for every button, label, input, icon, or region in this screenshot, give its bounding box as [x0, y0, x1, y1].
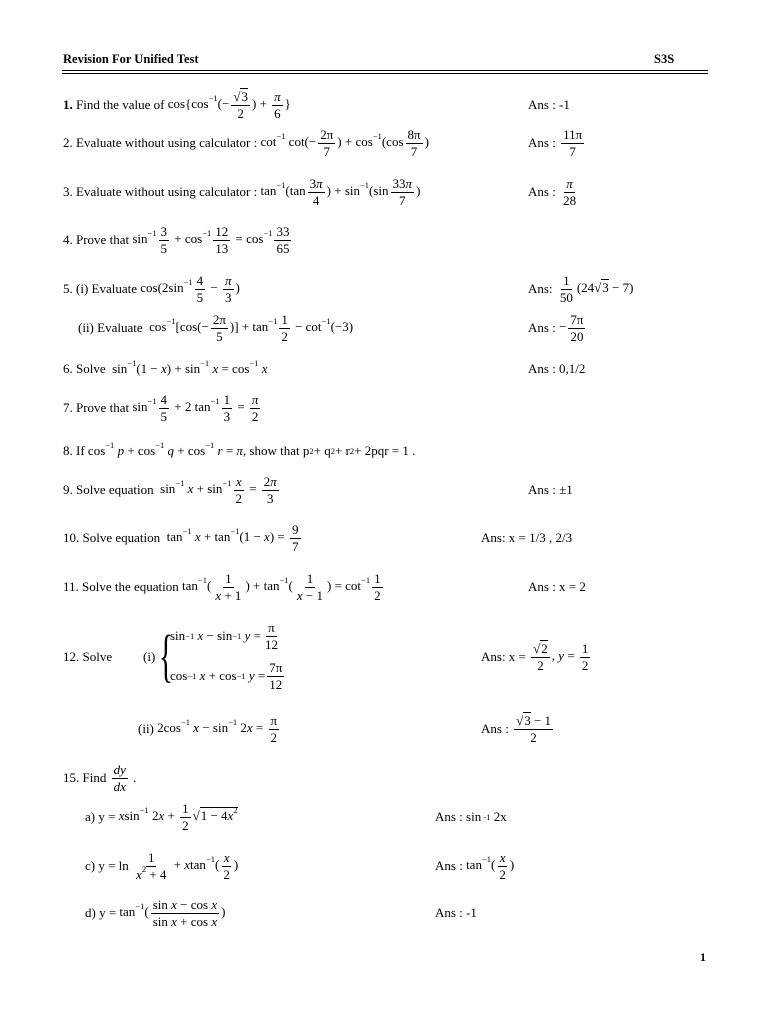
- question-11-expression: $\tan^{-1}$( $\frac{1}{x + 1}$ ) + $\tan^{-1}$( $\frac{1}{x - 1}$ ) = $\cot^{-1}$ $\frac{1}{2}$: [182, 570, 381, 603]
- question-1-number: 1.: [63, 97, 73, 112]
- answer-12-ii: [481, 714, 555, 744]
- answer-15-c: [435, 851, 514, 881]
- question-12-equation-2: cos −1 x + cos −1 y = $\frac{7\pi}{12}$: [170, 659, 283, 692]
- answer-15-a: Ans : sin -1 2x: [435, 809, 507, 824]
- question-7-text: 7. Prove that: [63, 400, 130, 415]
- question-8-text-3: + q: [313, 443, 331, 458]
- question-8-text-4: + r: [334, 443, 350, 458]
- question-12-text: 12. Solve: [63, 649, 113, 664]
- question-9: [63, 475, 281, 505]
- answer-1: Ans : -1: [528, 97, 570, 112]
- question-15-a-expression: xsin$^{-1}$ 2x + $\frac{1}{2}$ $√1 - 4x^2$: [118, 800, 238, 833]
- answer-5-ii-label: Ans :: [528, 320, 556, 335]
- question-15-d-expression: $\tan^{-1}$( $\frac{\text{sin x − cos x}}{\text{sin x + cos x}}$ ): [119, 896, 226, 929]
- question-8-text: 8. If: [63, 443, 85, 458]
- question-1: [63, 90, 291, 120]
- answer-12-i: [481, 642, 592, 672]
- question-3: [63, 177, 420, 207]
- question-15-text: 15. Find: [63, 770, 107, 785]
- question-5-i-expression: $\cos(2\sin^{-1}$ $\frac{4}{5}$ − $\frac{\pi}{3}$ ): [140, 272, 240, 305]
- question-12-i: [63, 642, 112, 672]
- question-7: [63, 393, 262, 423]
- answer-12-i-label: Ans: x =: [481, 649, 526, 664]
- question-9-text: 9. Solve equation: [63, 482, 154, 497]
- question-1-expression: $\cos\{\cos^{-1}(-$ $\frac{√3}{2}$ ) + $\frac{\pi}{6}$ }: [167, 88, 291, 121]
- answer-15-c-value: $\tan^{-1}$( $\frac{x}{2}$ ): [466, 849, 515, 882]
- question-2-text: 2. Evaluate without using calculator :: [63, 135, 258, 150]
- question-15-d-label: d) y =: [85, 905, 117, 920]
- question-15-c: [85, 851, 238, 881]
- answer-5-i-label: Ans:: [528, 281, 553, 296]
- question-8-text-2: , show that p: [242, 443, 310, 458]
- answer-3-value: $\frac{\pi}{28}$: [563, 175, 577, 208]
- answer-6: Ans : 0,1/2: [528, 361, 586, 376]
- answer-12-ii-label: Ans :: [481, 721, 509, 736]
- question-1-text: Find the value of: [76, 97, 165, 112]
- question-6: [63, 354, 267, 384]
- question-3-text: 3. Evaluate without using calculator :: [63, 184, 258, 199]
- answer-2-value: $\frac{11\pi}{7}$: [563, 126, 583, 159]
- answer-5-i: [528, 274, 633, 304]
- question-8-expression: $\cos^{-1} p + \cos^{-1} q + \cos^{-1} r = \pi$: [87, 440, 243, 458]
- question-12-part-i-label: (i): [143, 649, 156, 664]
- answer-5-i-value: $\frac{1}{50}$ (24√3 − 7): [559, 272, 634, 305]
- question-12-system: [170, 620, 286, 692]
- answer-9: [528, 475, 573, 505]
- answer-5-ii-value: − $\frac{7\pi}{20}$: [559, 311, 584, 344]
- question-5-i-text: 5. (i) Evaluate: [63, 281, 137, 296]
- question-8: 8. If $\cos^{-1} p + \cos^{-1} q + \cos^{-1} r = \pi$ , show that p 2 + q 2 + r 2 + 2pqr = 1 .: [63, 440, 416, 458]
- document-title: Revision For Unified Test: [63, 52, 199, 66]
- question-9-expression: $\sin^{-1} x + \sin^{-1}$ $\frac{x}{2}$ = $\frac{2\pi}{3}$: [160, 473, 277, 506]
- answer-9-label: Ans :: [528, 482, 556, 497]
- question-6-expression: $\sin^{-1}(1 - x) + \sin^{-1} x = \cos^{-1} x$: [112, 358, 268, 376]
- question-5-ii: [78, 313, 353, 343]
- question-5-ii-text: (ii) Evaluate: [78, 320, 143, 335]
- question-12-system-brace: {: [158, 623, 173, 688]
- question-15-derivative: $\frac{dy}{dx}$: [113, 761, 126, 794]
- question-12-ii: [138, 714, 281, 744]
- question-11: [63, 572, 385, 602]
- question-12-equation-1: sin −1 x − sin −1 y = $\frac{\pi}{12}$: [170, 619, 278, 652]
- question-2-expression: $\cot^{-1} \cot(-$ $\frac{2\pi}{7}$ ) + $\cos^{-1}(\cos$ $\frac{8\pi}{7}$ ): [260, 126, 429, 159]
- question-15-c-expression: $\frac{1}{x^2 + 4}$ + xtan$^{-1}$( $\frac{x}{2}$ ): [136, 849, 239, 882]
- question-5-i: [63, 274, 240, 304]
- question-11-text: 11. Solve the equation: [63, 579, 179, 594]
- question-15-c-label: c) y = ln: [85, 858, 129, 873]
- question-15: 15. Find $\frac{dy}{dx}$ .: [63, 761, 137, 794]
- page-number: 1: [700, 950, 706, 964]
- answer-15-c-label: Ans :: [435, 858, 463, 873]
- question-4: [63, 225, 293, 255]
- question-15-a: [85, 802, 238, 832]
- question-12-ii-expression: $2\cos^{-1}$ $x - \sin^{-1} 2x$ = $\frac{\pi}{2}$: [157, 712, 278, 745]
- question-10-text: 10. Solve equation: [63, 530, 161, 545]
- answer-5-ii: [528, 313, 587, 343]
- question-6-text: 6. Solve: [63, 361, 106, 376]
- question-12-part-ii-label: (ii): [138, 721, 154, 736]
- answer-9-value: ±1: [559, 482, 573, 497]
- answer-2-label: Ans :: [528, 135, 556, 150]
- answer-3: [528, 177, 580, 207]
- header-rule-bottom: [62, 73, 708, 74]
- answer-12-i-value: $\frac{√2}{2}$ , y = $\frac{1}{2}$: [533, 640, 589, 673]
- header-rule-top: [62, 70, 708, 71]
- question-10-expression: $\tan^{-1} x + \tan^{-1}(1 - x)$ = $\frac{9}{7}$: [166, 521, 299, 554]
- question-15-a-label: a) y =: [85, 809, 116, 824]
- answer-3-label: Ans :: [528, 184, 556, 199]
- question-4-text: 4. Prove that: [63, 232, 130, 247]
- answer-10: Ans: x = 1/3 , 2/3: [481, 530, 573, 545]
- question-10: [63, 523, 303, 553]
- question-15-d: [85, 898, 225, 928]
- answer-11: Ans : x = 2: [528, 579, 586, 594]
- answer-12-ii-value: $\frac{√3 - 1}{2}$: [516, 712, 552, 745]
- question-7-expression: $\sin^{-1}$ $\frac{4}{5}$ + 2 $\tan^{-1}$ $\frac{1}{3}$ = $\frac{\pi}{2}$: [132, 391, 259, 424]
- question-2: [63, 128, 429, 158]
- question-3-expression: $\tan^{-1}(\tan$ $\frac{3\pi}{4}$ ) + $\sin^{-1}(\sin$ $\frac{33\pi}{7}$ ): [260, 175, 421, 208]
- answer-2: [528, 128, 586, 158]
- document-code: S3S: [654, 52, 675, 66]
- question-4-expression: $\sin^{-1}$ $\frac{3}{5}$ + $\cos^{-1}$ $\frac{12}{13}$ = $\cos^{-1}$ $\frac{33}{65}$: [132, 223, 290, 256]
- answer-15-a-label: Ans : sin: [435, 809, 482, 824]
- answer-15-d: Ans : -1: [435, 905, 477, 920]
- question-8-text-5: + 2pqr = 1 .: [354, 443, 416, 458]
- question-5-ii-expression: $\cos^{-1}[\cos(-$ $\frac{2\pi}{5}$ )] + $\tan^{-1}$ $\frac{1}{2}$ − $\cot^{-1}(-3)$: [149, 311, 354, 344]
